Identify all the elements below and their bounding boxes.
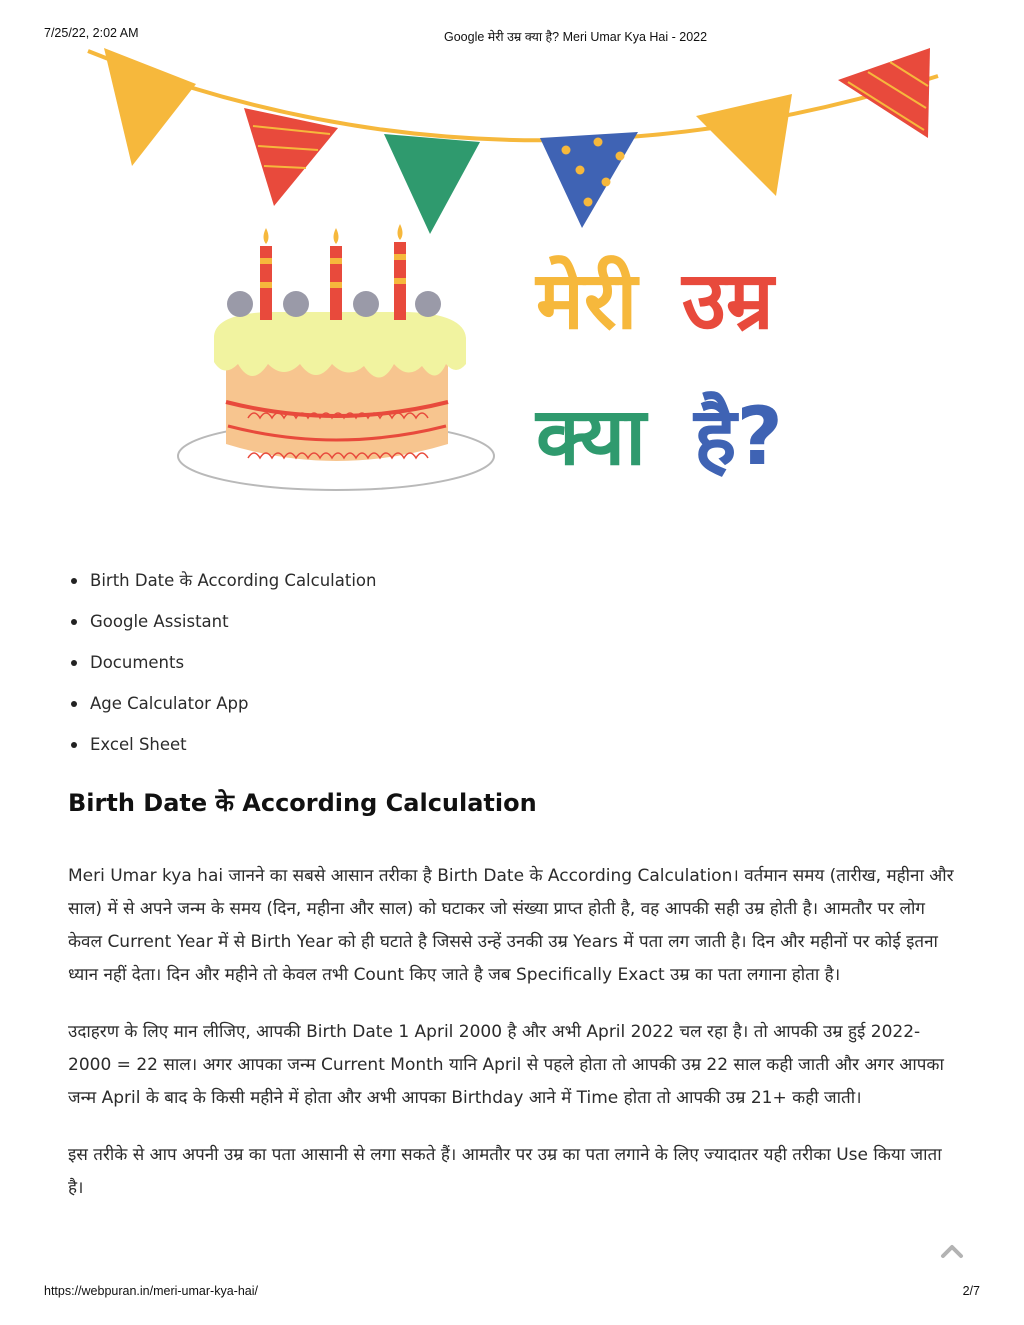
candle-band <box>330 258 342 264</box>
hero-illustration <box>68 46 956 546</box>
table-of-contents <box>68 562 376 767</box>
toc-item-excel-sheet[interactable]: Excel Sheet <box>90 726 376 767</box>
flag-dot <box>594 138 603 147</box>
candle-band <box>394 278 406 284</box>
flag-dot <box>602 178 611 187</box>
article-paragraph: इस तरीके से आप अपनी उम्र का पता आसानी से लगा सकते हैं। आमतौर पर उम्र का पता लगाने के लिए ज्यादातर यही तरीका Use किया जाता है। <box>68 1145 942 1198</box>
toc-item-google-assistant[interactable]: Google Assistant <box>90 603 376 644</box>
flag-dot <box>584 198 593 207</box>
bunting-flag-yellow-1 <box>104 48 196 166</box>
hero-image <box>68 46 956 546</box>
cherry <box>353 291 379 317</box>
candle-band <box>330 282 342 288</box>
cherry <box>415 291 441 317</box>
cherry <box>283 291 309 317</box>
print-datetime: 7/25/22, 2:02 AM <box>44 26 139 40</box>
print-doc-title: Google मेरी उम्र क्या है? Meri Umar Kya Hai - 2022 <box>444 30 708 44</box>
print-footer <box>44 1284 980 1304</box>
hero-title-word-1: मेरी <box>536 254 638 347</box>
toc-item-age-calculator-app[interactable]: Age Calculator App <box>90 685 376 726</box>
toc-item-documents[interactable]: Documents <box>90 644 376 685</box>
bunting-flag-red-1 <box>244 108 338 206</box>
scroll-to-top-button[interactable] <box>940 1240 964 1262</box>
flag-dot <box>562 146 571 155</box>
bunting-flag-green <box>384 134 480 234</box>
candle-band <box>260 258 272 264</box>
bunting-flag-yellow-2 <box>696 94 792 196</box>
cake-cream <box>214 312 466 378</box>
bunting-string <box>88 51 938 140</box>
candle-band <box>394 254 406 260</box>
candle-band <box>260 282 272 288</box>
toc-item-birth-date[interactable]: Birth Date के According Calculation <box>90 562 376 603</box>
print-page-number: 2/7 <box>962 1284 980 1298</box>
article-paragraph: उदाहरण के लिए मान लीजिए, आपकी Birth Date 1 April 2000 है और अभी April 2022 चल रहा है। तो आपकी उम्र हुई 2022-2000 = 22 साल। अगर आपका जन्म Current Month यानि April से पहले होता तो आपकी उम्र 22 साल कही जाती और अगर आपका जन्म April के बाद के किसी महीने में होता और अभी आपका Birthday आने में Time होता तो आपकी उम्र 21+ कही जाती। <box>68 1022 944 1108</box>
hero-title-word-4: है? <box>694 390 783 483</box>
candle-flame <box>264 228 269 244</box>
section-heading: Birth Date के According Calculation <box>68 789 537 817</box>
flag-dot <box>576 166 585 175</box>
candle-flame <box>334 228 339 244</box>
hero-title-word-3: क्या <box>536 390 646 483</box>
print-page-url: https://webpuran.in/meri-umar-kya-hai/ <box>44 1284 258 1298</box>
article-paragraph: Meri Umar kya hai जानने का सबसे आसान तरीका है Birth Date के According Calculation। वर्तमान समय (तारीख, महीना और साल) में से अपने जन्म के समय (दिन, महीना और साल) को घटाकर जो संख्या प्राप्त होती है, वह आपकी सही उम्र होती है। आमतौर पर लोग केवल Current Year में से Birth Year को ही घटाते है जिससे उन्हें उनकी उम्र Years में पता लग जाती है। दिन और महीनों पर कोई इतना ध्यान नहीं देता। दिन और महीने तो केवल तभी Count किए जाते है जब Specifically Exact उम्र का पता लगाना होता है। <box>68 866 954 985</box>
hero-title-word-2: उम्र <box>682 254 774 347</box>
chevron-up-icon <box>940 1240 964 1262</box>
candle-flame <box>398 224 403 240</box>
cherry <box>227 291 253 317</box>
print-header <box>44 26 980 46</box>
article-body <box>68 860 958 1229</box>
flag-dot <box>616 152 625 161</box>
bunting-flag-blue <box>540 132 638 228</box>
